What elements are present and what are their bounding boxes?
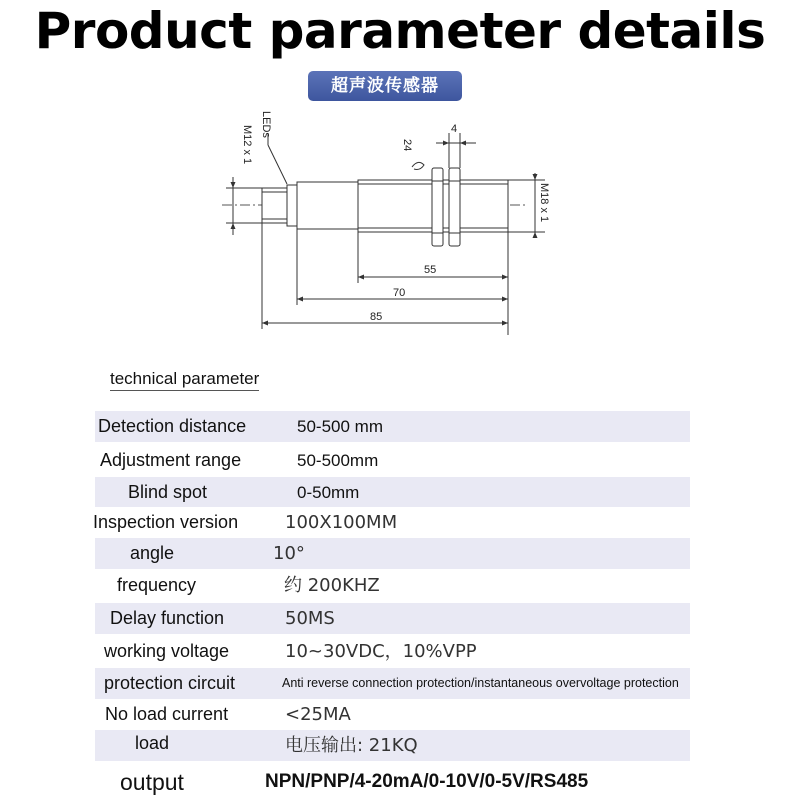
table-row	[95, 570, 690, 601]
param-value: 100X100MM	[285, 512, 398, 533]
param-name: load	[135, 733, 170, 753]
param-name: Detection distance	[98, 416, 247, 436]
param-value: 电压输出: 21KQ	[285, 735, 418, 756]
param-value: 50MS	[285, 608, 335, 629]
table-row	[95, 603, 690, 634]
param-name: working voltage	[104, 641, 230, 661]
param-name: Adjustment range	[100, 450, 242, 470]
table-row	[95, 411, 690, 442]
section-label: technical parameter	[110, 368, 259, 391]
param-value: 50-500mm	[297, 451, 379, 470]
param-value: NPN/PNP/4-20mA/0-10V/0-5V/RS485	[265, 771, 589, 792]
param-value: Anti reverse connection protection/instantaneous overvoltage protection	[282, 676, 679, 690]
dim-85-label: 85	[370, 311, 383, 323]
param-value: 10~30VDC，10%VPP	[285, 641, 477, 662]
param-name: Delay function	[110, 608, 225, 628]
table-row	[95, 765, 690, 799]
param-name: Blind spot	[128, 482, 208, 502]
table-row	[95, 699, 690, 730]
table-row	[95, 538, 690, 569]
param-name: angle	[130, 543, 175, 563]
table-row	[95, 730, 690, 761]
param-value: <25MA	[285, 704, 351, 725]
wrench-size-label: 24	[401, 139, 413, 152]
table-row	[95, 668, 690, 699]
param-value: 0-50mm	[297, 483, 360, 502]
table-row	[95, 445, 690, 476]
leds-label: LEDs	[260, 111, 272, 138]
page-title: Product parameter details	[34, 2, 766, 60]
param-name: No load current	[105, 704, 229, 724]
table-row	[95, 507, 690, 538]
dimension-drawing	[0, 105, 800, 345]
table-row	[95, 477, 690, 508]
param-name: protection circuit	[104, 673, 236, 693]
dim-55-label: 55	[424, 264, 437, 276]
param-value: 约 200KHZ	[284, 575, 380, 596]
param-name: frequency	[117, 575, 197, 595]
product-type-badge: 超声波传感器	[308, 71, 462, 101]
nut-width-label: 4	[451, 123, 458, 135]
table-row	[95, 636, 690, 667]
m12-label: M12 x 1	[241, 125, 253, 165]
param-name: output	[120, 769, 184, 795]
dim-70-label: 70	[393, 287, 406, 299]
m18-label: M18 x 1	[538, 183, 550, 223]
param-value: 10°	[273, 543, 305, 564]
param-name: Inspection version	[93, 512, 239, 532]
param-value: 50-500 mm	[297, 417, 383, 436]
